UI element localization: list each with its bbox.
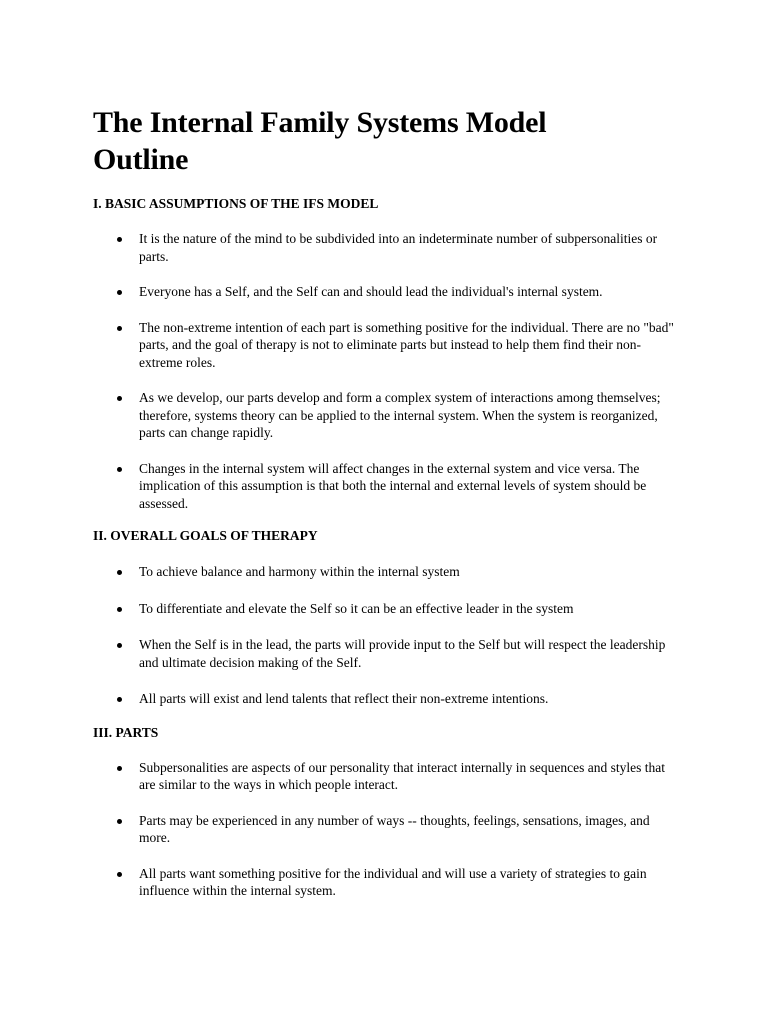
bullet-icon	[117, 766, 122, 771]
list-item-text: Everyone has a Self, and the Self can and should lead the individual's internal system.	[139, 284, 603, 299]
list-item-text: All parts will exist and lend talents that reflect their non-extreme intentions.	[139, 691, 549, 706]
bullet-icon	[117, 396, 122, 401]
list-item-text: Subpersonalities are aspects of our personality that interact internally in sequences and styles that are similar to the ways in which people interact.	[139, 759, 665, 792]
document-page	[93, 104, 683, 900]
list-item-text: To achieve balance and harmony within the internal system	[139, 564, 460, 579]
list-item	[93, 283, 683, 301]
list-item-text: As we develop, our parts develop and form a complex system of interactions among themselves; therefore, systems theory can be applied to the internal system. When the system is reorganized, parts can change rapidly.	[139, 390, 661, 440]
title-line-2: Outline	[93, 143, 189, 176]
list-item	[93, 319, 683, 372]
list-item	[93, 230, 683, 265]
bullet-icon	[117, 237, 122, 242]
page-title	[93, 104, 683, 178]
list-item	[93, 636, 683, 671]
bullet-icon	[117, 290, 122, 295]
bullet-icon	[117, 819, 122, 824]
list-item	[93, 563, 683, 581]
bullet-icon	[117, 570, 122, 575]
list-item-text: The non-extreme intention of each part is something positive for the individual. There are no "bad" parts, and the goal of therapy is not to eliminate parts but instead to help them find their non-extreme roles.	[139, 319, 674, 370]
list-item-text: Changes in the internal system will affect changes in the external system and vice versa. The implication of this assumption is that both the internal and external levels of system should be assessed.	[139, 460, 647, 511]
bullet-icon	[117, 326, 122, 331]
list-item	[93, 759, 683, 794]
list-item	[93, 600, 683, 618]
bullet-list-parts	[93, 759, 683, 900]
bullet-icon	[117, 643, 122, 648]
section-heading-parts: III. PARTS	[93, 724, 159, 740]
bullet-icon	[117, 697, 122, 702]
bullet-icon	[117, 467, 122, 472]
list-item	[93, 389, 683, 442]
section-heading-overall-goals: II. OVERALL GOALS OF THERAPY	[93, 528, 318, 543]
list-item-text: Parts may be experienced in any number of ways -- thoughts, feelings, sensations, images, and more.	[139, 812, 650, 845]
list-item	[93, 690, 683, 708]
bullet-icon	[117, 607, 122, 612]
list-item	[93, 460, 683, 513]
title-line-1: The Internal Family Systems Model	[93, 106, 547, 139]
bullet-list-basic-assumptions	[93, 230, 683, 512]
list-item	[93, 865, 683, 900]
list-item-text: All parts want something positive for the individual and will use a variety of strategies to gain influence within the internal system.	[139, 865, 647, 898]
bullet-list-overall-goals	[93, 563, 683, 708]
list-item	[93, 812, 683, 847]
list-item-text: To differentiate and elevate the Self so it can be an effective leader in the system	[139, 600, 574, 616]
list-item-text: When the Self is in the lead, the parts will provide input to the Self but will respect the leadership and ultimate decision making of the Self.	[139, 637, 666, 670]
bullet-icon	[117, 872, 122, 877]
list-item-text: It is the nature of the mind to be subdivided into an indeterminate number of subpersonalities or parts.	[139, 231, 658, 264]
section-heading-basic-assumptions: I. BASIC ASSUMPTIONS OF THE IFS MODEL	[93, 196, 379, 211]
